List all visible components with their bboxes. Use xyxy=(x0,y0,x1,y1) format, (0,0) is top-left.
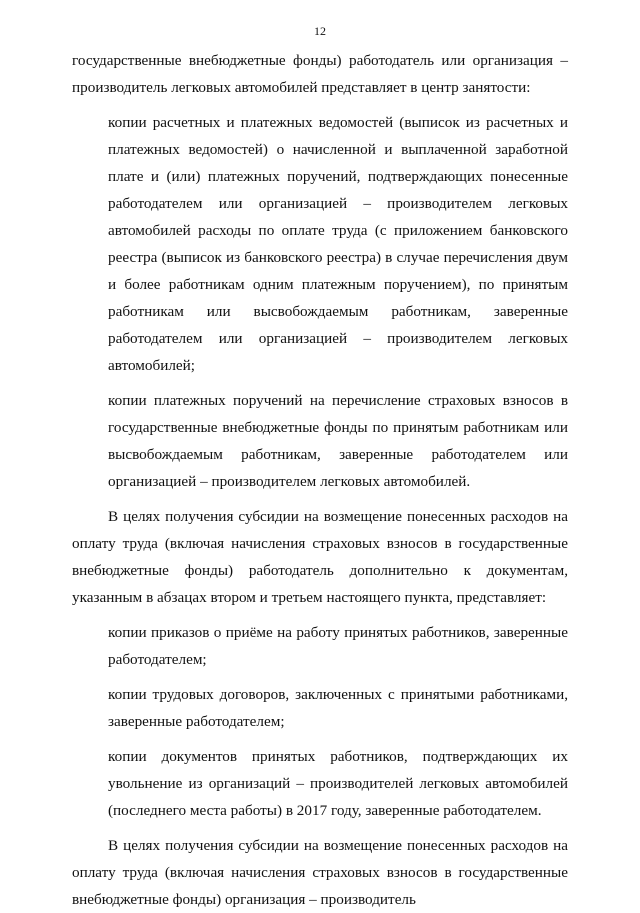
paragraph-continuation: государственные внебюджетные фонды) работодатель или организация – производитель легковых автомобилей представляет в центр занятости: xyxy=(72,52,568,96)
page-number: 12 xyxy=(314,24,326,38)
document-body xyxy=(72,47,568,913)
paragraph-organization-subsidy: В целях получения субсидии на возмещение понесенных расходов на оплату труда (включая начисления страховых взносов в государственные внебюджетные фонды) организация – производитель xyxy=(72,837,568,908)
paragraph-payment-orders: копии платежных поручений на перечисление страховых взносов в государственные внебюджетные фонды по принятым работникам или высвобождаемым работникам, заверенные работодателем или организацией – производителем легковых автомобилей. xyxy=(108,392,568,490)
paragraph-employer-subsidy: В целях получения субсидии на возмещение понесенных расходов на оплату труда (включая начисления страховых взносов в государственные внебюджетные фонды) работодатель дополнительно к документам, указанным в абзацах втором и третьем настоящего пункта, представляет: xyxy=(72,508,568,606)
paragraph-labor-contracts: копии трудовых договоров, заключенных с принятыми работниками, заверенные работодателем; xyxy=(108,686,568,730)
paragraph-dismissal-documents: копии документов принятых работников, подтверждающих их увольнение из организаций – производителей легковых автомобилей (последнего места работы) в 2017 году, заверенные работодателем. xyxy=(108,748,568,819)
paragraph-payroll-copies: копии расчетных и платежных ведомостей (выписок из расчетных и платежных ведомостей) о начисленной и выплаченной заработной плате и (или) платежных поручений, подтверждающих понесенные работодателем или организацией – производителем легковых автомобилей расходы по оплате труда (с приложением банковского реестра (выписок из банковского реестра) в случае перечисления двум и более работникам одним платежным поручением), по принятым работникам или высвобождаемым работникам, заверенные работодателем или организацией – производителем легковых автомобилей; xyxy=(108,114,568,374)
paragraph-hiring-orders: копии приказов о приёме на работу принятых работников, заверенные работодателем; xyxy=(108,624,568,668)
